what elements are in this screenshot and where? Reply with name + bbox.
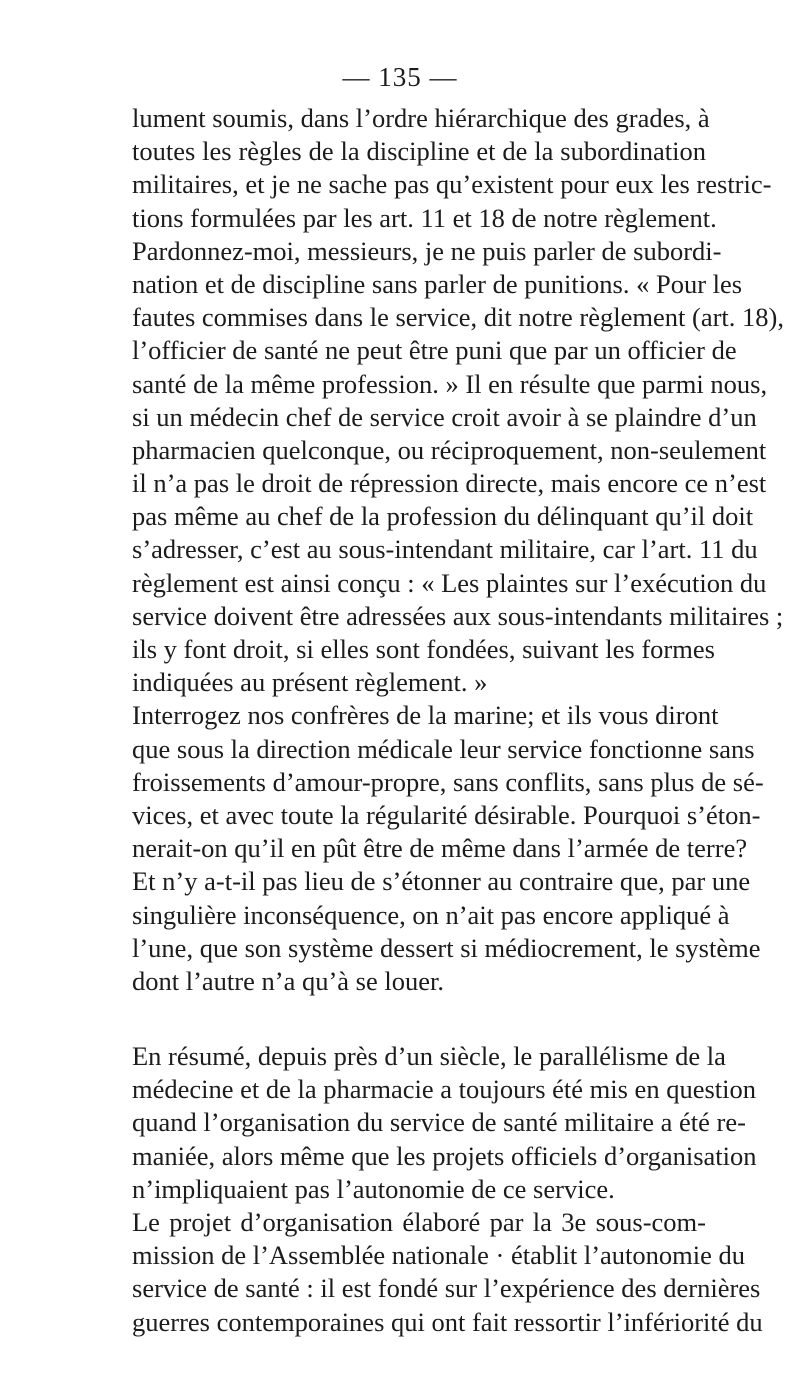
text-line: En résumé, depuis près d’un siècle, le parallélisme de la (132, 1041, 726, 1072)
paragraph (132, 699, 764, 998)
text-line: froissements d’amour-propre, sans conflits, sans plus de sé- (132, 766, 764, 797)
text-line: nation et de discipline sans parler de punitions. « Pour les (132, 268, 743, 299)
text-line: militaires, et je ne sache pas qu’existent pour eux les restric- (132, 169, 772, 200)
body-text (132, 102, 784, 1339)
text-line: l’une, que son système dessert si médiocrement, le système (132, 932, 761, 963)
text-line: règlement est ainsi conçu : « Les plaintes sur l’exécution du (132, 567, 767, 598)
text-line: vices, et avec toute la régularité désirable. Pourquoi s’éton- (132, 799, 761, 830)
text-line: tions formulées par les art. 11 et 18 de notre règlement. (132, 202, 717, 233)
text-line: indiquées au présent règlement. » (132, 667, 488, 698)
paragraph-gap (132, 998, 706, 1040)
text-line: service de santé : il est fondé sur l’expérience des dernières (132, 1273, 761, 1304)
text-line: quand l’organisation du service de santé militaire a été re- (132, 1107, 746, 1138)
page-number: — 135 — (342, 62, 458, 92)
text-line: maniée, alors même que les projets officiels d’organisation (132, 1140, 757, 1171)
paragraph (132, 235, 784, 700)
text-line: toutes les règles de la discipline et de la subordination (132, 136, 706, 167)
text-line: que sous la direction médicale leur service fonctionne sans (132, 733, 755, 764)
paragraph (132, 102, 772, 235)
text-line: dont l’autre n’a qu’à se louer. (132, 965, 444, 996)
paragraph (132, 1040, 757, 1206)
text-line: pharmacien quelconque, ou réciproquement, non-seulement (132, 434, 767, 465)
text-line: pas même au chef de la profession du délinquant qu’il doit (132, 501, 754, 532)
text-line: si un médecin chef de service croit avoir à se plaindre d’un (132, 401, 757, 432)
text-line: Le projet d’organisation élaboré par la 3e sous-com- (132, 1207, 706, 1237)
text-line: guerres contemporaines qui ont fait ressortir l’infériorité du (132, 1306, 763, 1337)
text-line: s’adresser, c’est au sous-intendant militaire, car l’art. 11 du (132, 534, 758, 565)
text-line: Et n’y a-t-il pas lieu de s’étonner au contraire que, par une (132, 866, 751, 897)
text-line: il n’a pas le droit de répression directe, mais encore ce n’est (132, 468, 767, 499)
text-line: mission de l’Assemblée nationale · établit l’autonomie du (132, 1240, 746, 1271)
paragraph (132, 1206, 763, 1339)
text-line: lument soumis, dans l’ordre hiérarchique des grades, à (132, 103, 710, 133)
text-line: santé de la même profession. » Il en résulte que parmi nous, (132, 368, 768, 399)
text-line: n’impliquaient pas l’autonomie de ce service. (132, 1173, 615, 1204)
text-line: nerait-on qu’il en pût être de même dans l’armée de terre? (132, 833, 748, 864)
text-line: service doivent être adressées aux sous-intendants militaires ; (132, 600, 784, 631)
text-line: Pardonnez-moi, messieurs, je ne puis parler de subordi- (132, 235, 722, 266)
text-line: ils y font droit, si elles sont fondées, suivant les formes (132, 634, 715, 664)
text-line: fautes commises dans le service, dit notre règlement (art. 18), (132, 302, 784, 333)
text-line: Interrogez nos confrères de la marine; et ils vous diront (132, 700, 719, 731)
text-line: singulière inconséquence, on n’ait pas encore appliqué à (132, 899, 730, 930)
text-line: médecine et de la pharmacie a toujours été mis en question (132, 1074, 756, 1105)
text-line: l’officier de santé ne peut être puni que par un officier de (132, 335, 737, 366)
